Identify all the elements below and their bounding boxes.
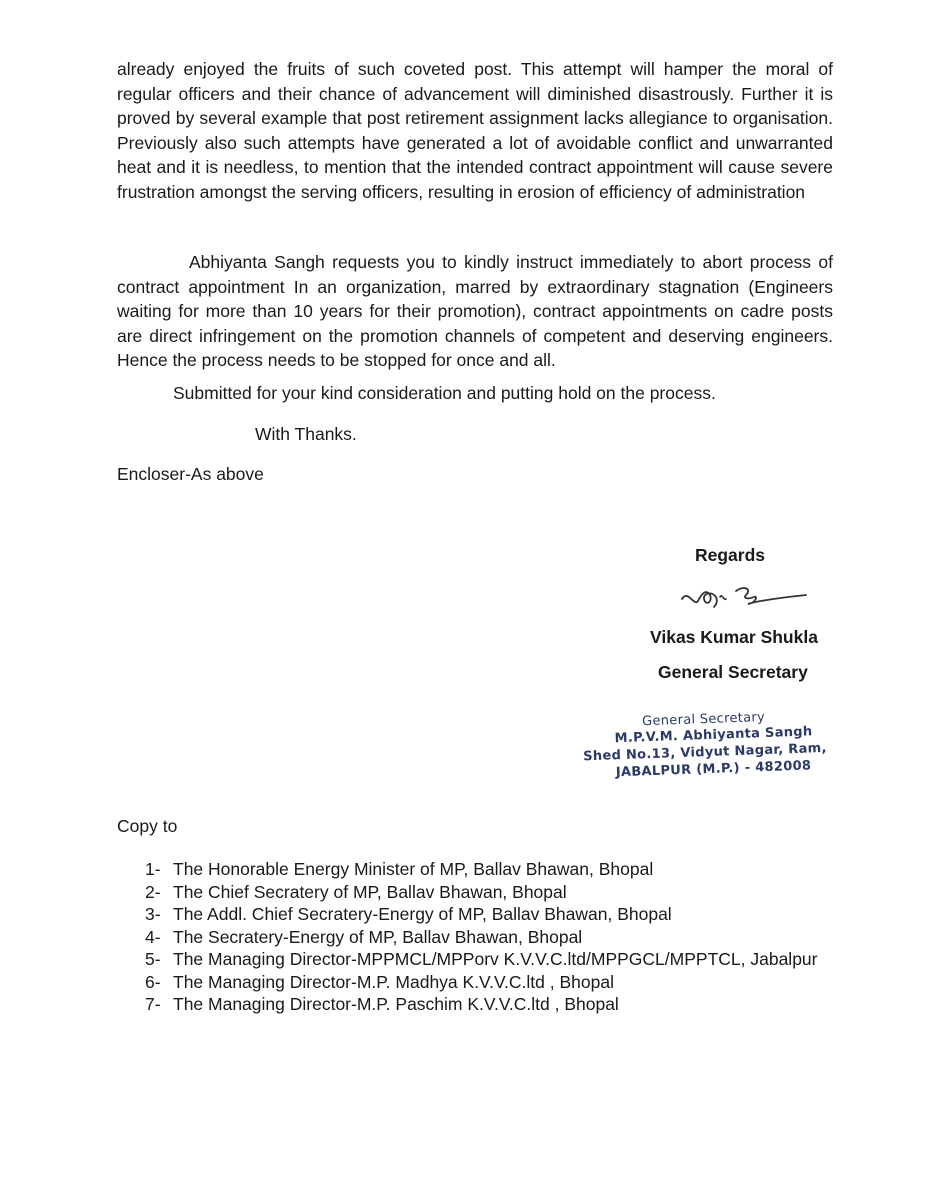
list-item: 2- The Chief Secratery of MP, Ballav Bhawan, Bhopal bbox=[145, 881, 567, 902]
list-item: 7- The Managing Director-M.P. Paschim K.V.V.C.ltd , Bhopal bbox=[145, 994, 619, 1014]
list-item: 4- The Secratery-Energy of MP, Ballav Bhawan, Bhopal bbox=[145, 926, 583, 947]
signatory-designation: General Secretary bbox=[658, 662, 808, 682]
stamp-title: General Secretary bbox=[641, 709, 766, 730]
stamp-address: Shed No.13, Vidyut Nagar, Ram, bbox=[583, 740, 827, 765]
submission-line: Submitted for your kind consideration and putting hold on the process. bbox=[173, 383, 716, 403]
list-item: 5- The Managing Director-MPPMCL/MPPorv K.V.V.C.ltd/MPPGCL/MPPTCL, Jabalpur bbox=[145, 949, 818, 969]
thanks-line: With Thanks. bbox=[255, 424, 357, 444]
list-item: 6- The Managing Director-M.P. Madhya K.V.V.C.ltd , Bhopal bbox=[145, 971, 614, 992]
list-item: 1- The Honorable Energy Minister of MP, Ballav Bhawan, Bhopal bbox=[145, 859, 654, 879]
copy-to-list bbox=[145, 858, 818, 1016]
body-paragraph-2: Abhiyanta Sangh requests you to kindly instruct immediately to abort process of contract appointment In an organization, marred by extraordinary stagnation (Engineers waiting for more than 10 years for their promotion), contract appointments on cadre posts are direct infringement on the promotion channels of competent and deserving engineers. Hence the process needs to be stopped for once and all. bbox=[117, 252, 833, 371]
body-paragraph-1: already enjoyed the fruits of such coveted post. This attempt will hamper the moral of regular officers and their chance of advancement will diminished disastrously. Further it is proved by several example that post retirement assignment lacks allegiance to organisation. Previously also such attempts have generated a lot of avoidable conflict and unwarranted heat and it is needless, to mention that the intended contract appointment will cause severe frustration amongst the serving officers, resulting in erosion of efficiency of administration bbox=[117, 59, 833, 202]
signature-image bbox=[676, 577, 816, 623]
list-item: 3- The Addl. Chief Secratery-Energy of MP, Ballav Bhawan, Bhopal bbox=[145, 904, 672, 924]
stamp-organisation: M.P.V.M. Abhiyanta Sangh bbox=[614, 724, 813, 747]
copy-to-heading: Copy to bbox=[117, 816, 178, 836]
signatory-name: Vikas Kumar Shukla bbox=[650, 627, 818, 647]
official-stamp bbox=[582, 708, 834, 787]
stamp-city: JABALPUR (M.P.) - 482008 bbox=[615, 758, 812, 781]
regards-label: Regards bbox=[695, 545, 766, 565]
enclosure-line: Encloser-As above bbox=[117, 464, 264, 484]
